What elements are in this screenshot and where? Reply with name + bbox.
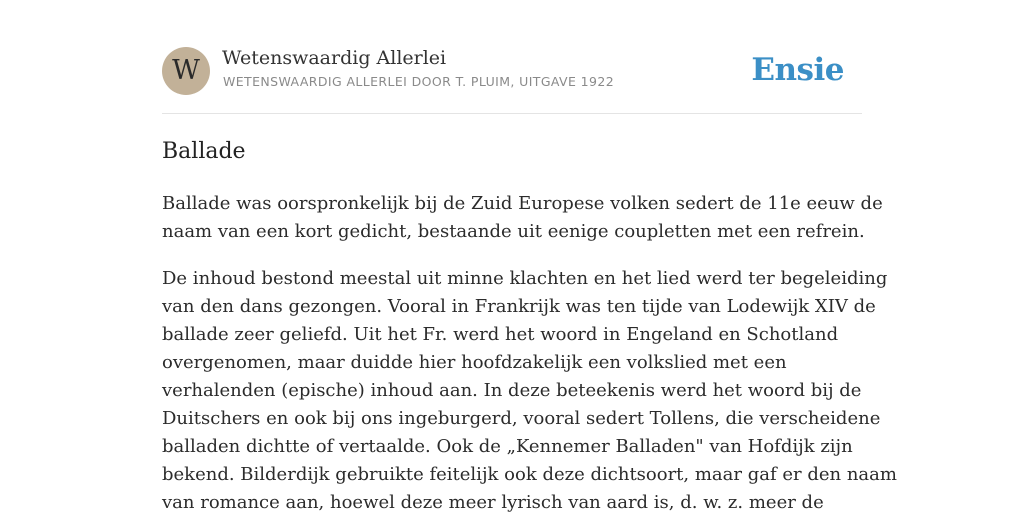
text-line: bekend. Bilderdijk gebruikte feitelijk ook deze dichtsoort, maar gaf er den naam xyxy=(162,464,897,485)
text-line: ballade zeer geliefd. Uit het Fr. werd het woord in Engeland en Schotland xyxy=(162,324,839,345)
source-avatar[interactable]: W xyxy=(162,47,210,95)
source-subtitle: WETENSWAARDIG ALLERLEI DOOR T. PLUIM, UITGAVE 1922 xyxy=(223,74,615,89)
entry-body xyxy=(162,190,897,512)
text-line: van den dans gezongen. Vooral in Frankrijk was ten tijde van Lodewijk XIV de xyxy=(162,296,876,317)
paragraph-2 xyxy=(162,265,897,512)
entry-title: Ballade xyxy=(162,139,246,164)
header-divider xyxy=(162,113,862,114)
paragraph-1 xyxy=(162,190,883,246)
text-line: naam van een kort gedicht, bestaande uit eenige coupletten met een refrein. xyxy=(162,221,865,242)
text-line: verhalenden (epische) inhoud aan. In deze beteekenis werd het woord bij de xyxy=(162,380,862,401)
text-line: overgenomen, maar duidde hier hoofdzakelijk een volkslied met een xyxy=(162,352,787,373)
ensie-logo[interactable]: Ensie xyxy=(751,52,844,88)
source-title[interactable]: Wetenswaardig Allerlei xyxy=(222,47,447,69)
text-line: De inhoud bestond meestal uit minne klachten en het lied werd ter begeleiding xyxy=(162,268,888,289)
text-line: Ballade was oorspronkelijk bij de Zuid Europese volken sedert de 11e eeuw de xyxy=(162,193,883,214)
text-line: Duitschers en ook bij ons ingeburgerd, vooral sedert Tollens, die verscheidene xyxy=(162,408,881,429)
text-line: van romance aan, hoewel deze meer lyrisch van aard is, d. w. z. meer de xyxy=(162,492,824,512)
source-header xyxy=(162,46,862,96)
text-line: balladen dichtte of vertaalde. Ook de „Kennemer Balladen" van Hofdijk zijn xyxy=(162,436,853,457)
